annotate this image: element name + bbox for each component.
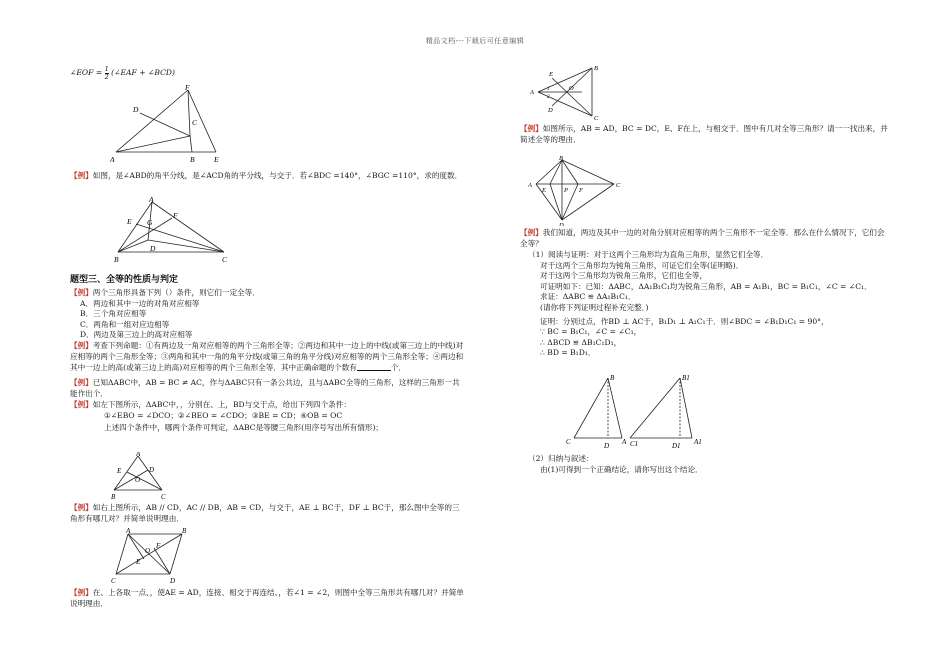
figure-triangle-bisectors [106, 82, 236, 166]
fraction-numerator: 1 [104, 65, 109, 73]
part2-title: （2）归纳与叙述： [528, 454, 594, 463]
proof-line: 对于这两个三角形均为锐角三角形，它们也全等， [540, 271, 708, 281]
example-tag: 【例】 [70, 588, 93, 597]
proof-line: 证明：分别过点，作BD ⊥ AC于，B₁D₁ ⊥ A₁C₁于．则∠BDC = ∠B₁D₁C₁ = 90°， [540, 316, 829, 326]
figure-parallelogram [110, 526, 190, 586]
fig2-label-b: B [114, 255, 119, 264]
section-title: 题型三、全等的性质与判定 [70, 275, 179, 285]
fig1-label-a: A [110, 155, 115, 164]
formula-fraction [105, 66, 109, 81]
angle-formula [70, 66, 175, 81]
proof-line: (请你将下列证明过程补充完整．) [540, 302, 649, 312]
answer-blank [357, 362, 391, 371]
example-tag: 【例】 [70, 288, 93, 297]
fig3-label-b: B [111, 493, 116, 501]
figure-two-acute-triangles [564, 370, 714, 452]
example-congruence-conditions [70, 288, 465, 341]
fig5-label-a: A [530, 89, 534, 96]
fig4-label-b: B [182, 527, 187, 535]
proof-line: ∴ ΔBCD ≌ ΔB₁C₁D₁， [540, 337, 622, 347]
fig2-label-d: D [150, 244, 156, 253]
fig1-label-e: E [214, 155, 219, 164]
option-c: C．两角和一组对应边相等 [80, 319, 170, 329]
condition-question: 上述四个条件中，哪两个条件可判定，ΔABC是等腰三角形(用序号写出所有情形)； [104, 423, 384, 433]
formula-lhs: ∠EOF = [70, 68, 103, 77]
condition-list: ①∠EBO = ∠DCO；②∠BEO = ∠CDO；③BE = CD；④OB = OC [104, 410, 343, 420]
fig4-label-o: O [145, 547, 151, 555]
fig5-label-b: B [594, 65, 598, 72]
example-propositions [70, 341, 465, 374]
fig3-label-e: E [117, 467, 122, 475]
proof-line: 对于这两个三角形均为钝角三角形，可证它们全等(证明略)． [540, 260, 744, 270]
fig1-label-b: B [190, 155, 195, 164]
fig7-label-c: C [566, 438, 571, 446]
proof-line: 求证：ΔABC ≌ ΔA₁B₁C₁． [540, 292, 636, 302]
example-construct-triangles [70, 378, 465, 399]
fig5-label-angle2: 2 [547, 95, 550, 100]
example-ssa-condition [520, 228, 890, 249]
fig2-label-c: C [222, 255, 228, 264]
fig4-label-a: A [126, 527, 131, 535]
example-angle-bisector [70, 171, 465, 182]
formula-rhs: (∠EAF + ∠BCD) [111, 68, 175, 77]
example-tag: 【例】 [520, 124, 543, 133]
fig5-label-o: O [569, 85, 574, 92]
fig5-label-c: C [594, 115, 599, 122]
fig3-label-c: C [161, 493, 166, 501]
fig6-label-d: D [559, 222, 564, 226]
figure-triangle-g [114, 196, 234, 264]
fig2-label-g: G [147, 218, 153, 227]
fig4-label-f: F [156, 542, 161, 550]
example-text: 在、上各取一点、，使AE = AD，连接、相交于再连结、，若∠1 = ∠2，则图中全等三角形共有哪几对？并简单说明理由． [70, 588, 464, 608]
part2-text: 由(1)可得到一个正确结论，请你写出这个结论． [540, 464, 703, 474]
fig7-label-c1: C1 [630, 440, 639, 448]
example-equal-segments [70, 588, 465, 609]
proof-line: 可证明如下：已知：ΔABC，ΔA₁B₁C₁均为锐角三角形，AB = A₁B₁，BC = B₁C₁，∠C = ∠C₁． [540, 281, 872, 291]
fraction-denominator: 2 [104, 73, 109, 81]
option-a: A．两边和其中一边的对角对应相等 [80, 298, 200, 308]
fig5-label-e: E [549, 71, 553, 78]
fig6-label-f: F [579, 187, 583, 194]
proof-line: ∴ BD = B₁D₁． [540, 348, 596, 358]
proof-line: ∵ BC = B₁C₁，∠C = ∠C₁， [540, 327, 642, 337]
option-d: D．两边及第三边上的高对应相等 [80, 330, 193, 340]
example-tag: 【例】 [70, 503, 93, 512]
fig6-label-b: B [559, 156, 563, 162]
example-tag: 【例】 [70, 378, 93, 387]
fig6-label-a: A [528, 182, 532, 189]
example-parallel-lines [70, 503, 465, 524]
example-kite-congruence [520, 124, 890, 145]
option-list [70, 299, 465, 341]
example-text: 如左下图所示，ΔABC中，，分别在、上，BD与交于点，给出下列四个条件： [92, 400, 351, 409]
fig1-label-f: F [185, 83, 190, 92]
fig6-label-c: C [616, 182, 621, 189]
fig7-label-a: A [622, 438, 627, 446]
fig7-label-b1: B1 [682, 374, 690, 382]
fig7-label-d1: D1 [672, 442, 681, 450]
fig3-label-o: O [135, 476, 141, 484]
fig4-label-d: D [170, 577, 176, 585]
proof-section [528, 250, 890, 359]
example-tag: 【例】 [70, 400, 93, 409]
fig1-label-c: C [192, 118, 198, 127]
fig3-label-d: D [149, 466, 155, 474]
example-tag: 【例】 [520, 228, 543, 237]
fig2-label-e: E [127, 217, 132, 226]
fig3-label-a: A [136, 452, 141, 458]
figure-quadrilateral-p [528, 156, 624, 226]
part1-body [528, 261, 890, 359]
fig6-label-e: E [542, 187, 546, 194]
page-header: 精品文档---下载后可任意编辑 [425, 37, 525, 45]
example-text: 如图，是∠ABD的角平分线，是∠ACD角的平分线，与交于．若∠BDC =140°，∠BGC =110°，求的度数． [92, 171, 463, 180]
figure-kite [528, 62, 608, 122]
fig7-label-a1: A1 [694, 438, 702, 446]
example-text: 考查下列命题：①有两边及一角对应相等的两个三角形全等；②两边和其中一边上的中线(或第三边上的中线)对应相等的两个三角形全等；③两角和其中一角的角平分线(或第三角的角平分线)对应相等的两个三角形全等；④两边和其中一边上的高(或第三边上的高)对应相等的两个三角形全等．其中正确命题的个数有 [70, 341, 464, 373]
part1-title: （1）阅读与证明：对于这两个三角形均为直角三角形，显然它们全等． [528, 250, 769, 259]
option-b: B．三个角对应相等 [80, 309, 147, 319]
example-text: 如右上图所示，AB // CD，AC // DB，AB = CD，与交于，AE ⊥ BC于，DF ⊥ BC于，那么图中全等的三角形有哪几对？并简单说明理由． [70, 503, 460, 523]
example-four-conditions [70, 400, 465, 434]
fig6-label-p: P [564, 187, 568, 194]
fig7-label-d: D [604, 442, 610, 450]
fig2-label-a: A [149, 196, 154, 204]
example-text: 两个三角形具备下列（）条件，则它们一定全等． [92, 288, 260, 297]
example-text: 已知ΔABC中，AB = BC ≠ AC，作与ΔABC只有一条公共边，且与ΔABC全等的三角形，这样的三角形一共能作出个． [70, 378, 460, 398]
figure-triangle-o [110, 452, 170, 502]
fig1-label-d: D [133, 105, 139, 114]
fig2-label-f: F [173, 211, 178, 220]
fig5-label-angle1: 1 [547, 87, 550, 92]
fig4-label-c: C [111, 577, 116, 585]
fig4-label-e: E [136, 558, 141, 566]
example-text: 如图所示，AB = AD，BC = DC，E、F在上，与相交于．图中有几对全等三角形？请一一找出来，并简述全等的理由． [520, 124, 888, 144]
fig5-label-d: D [548, 107, 553, 114]
example-tag: 【例】 [70, 171, 93, 180]
part2-section [528, 454, 890, 475]
fig7-label-b: B [610, 374, 615, 382]
example-tag: 【例】 [70, 341, 93, 350]
example-text: 我们知道，两边及其中一边的对角分别对应相等的两个三角形不一定全等．那么在什么情况下，它们会全等？ [520, 228, 885, 248]
example-text-suffix: 个． [390, 363, 407, 373]
